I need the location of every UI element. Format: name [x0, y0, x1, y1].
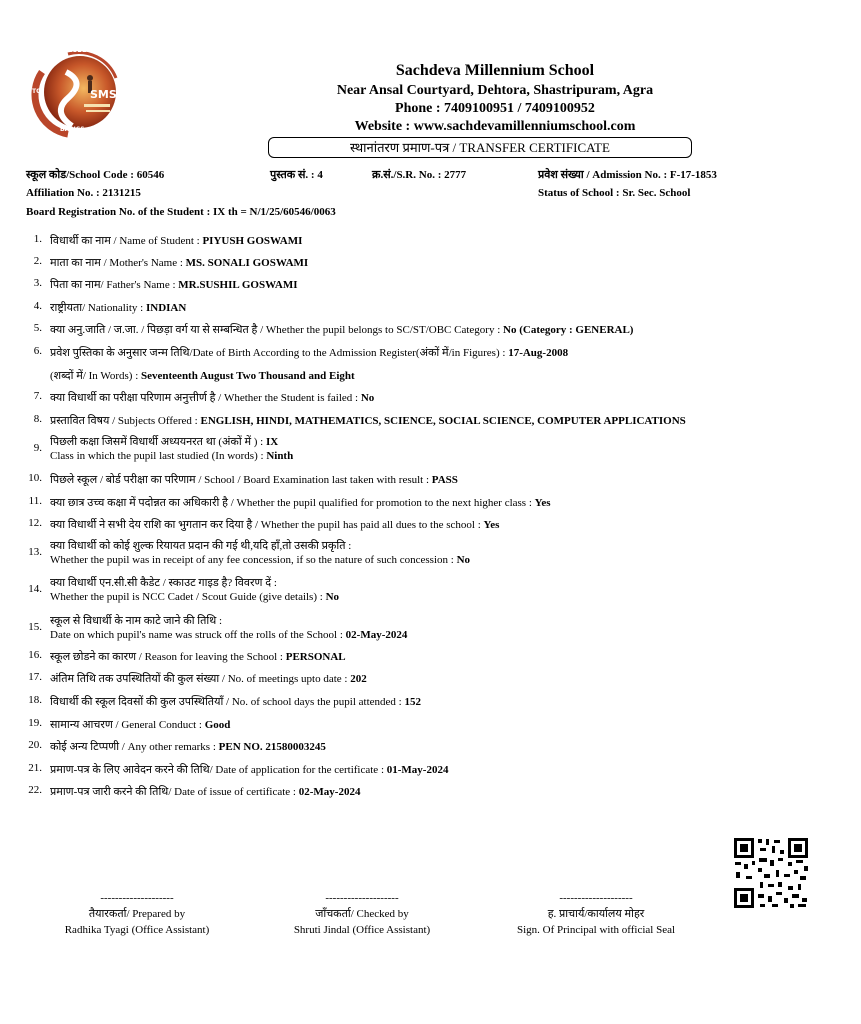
signature-line: --------------------	[559, 892, 633, 904]
item-value: No	[360, 392, 375, 404]
item-number: 18.	[28, 694, 42, 706]
school-website: Website : www.sachdevamillenniumschool.com	[354, 119, 636, 134]
admission-number-label: प्रवेश संख्या / Admission No. :	[538, 169, 668, 181]
item-label: अंतिम तिथि तक उपस्थितियों की कुल संख्या / No. of meetings upto date :	[50, 673, 348, 685]
item-label: Class in which the pupil last studied (In words) :	[50, 450, 264, 462]
item-text	[50, 517, 499, 532]
item-label: स्कूल छोडने का कारण / Reason for leaving the School :	[50, 651, 283, 663]
item-text	[50, 300, 186, 315]
qr-code	[732, 836, 810, 910]
item-label: क्या अनु.जाति / ज.जा. / पिछड़ा वर्ग या से सम्बन्धित है / Whether the pupil belongs to SC/ST/OBC Category :	[50, 324, 501, 336]
item-label: सामान्य आचरण / General Conduct :	[50, 719, 202, 731]
item-number: 2.	[33, 255, 42, 267]
item-value: 17-Aug-2008	[508, 347, 569, 359]
item-text-line2	[50, 450, 293, 462]
item-label: प्रस्तावित विषय / Subjects Offered :	[50, 415, 198, 427]
principal-signature	[486, 890, 706, 938]
item-text-line2	[50, 629, 407, 641]
school-code	[26, 167, 164, 182]
item-number: 17.	[28, 671, 42, 683]
school-name: Sachdeva Millennium School	[395, 62, 595, 79]
item-number: 10.	[28, 472, 42, 484]
item-text	[50, 233, 302, 248]
item-number: 7.	[33, 390, 42, 402]
item-number: 3.	[33, 277, 42, 289]
checked-by-signature	[252, 890, 472, 938]
item-text	[50, 613, 222, 628]
item-text	[50, 277, 298, 292]
item-value: Yes	[534, 497, 551, 509]
item-number: 14.	[28, 583, 42, 595]
item-value: No	[325, 591, 340, 603]
item-text	[50, 368, 355, 383]
prepared-by-signature	[27, 890, 247, 938]
item-label: पिता का नाम/ Father's Name :	[50, 279, 176, 291]
item-value: 202	[350, 673, 367, 685]
item-text	[50, 434, 278, 449]
logo-text-bottom: BASICS	[60, 126, 85, 133]
item-label: प्रमाण-पत्र जारी करने की तिथि/ Date of issue of certificate :	[50, 786, 296, 798]
item-number: 8.	[33, 413, 42, 425]
book-number-label: पुस्तक सं. :	[270, 169, 315, 181]
affiliation-number	[26, 187, 141, 199]
item-label: Whether the pupil was in receipt of any fee concession, if so the nature of such concession :	[50, 554, 454, 566]
item-text	[50, 694, 421, 709]
signature-line: --------------------	[100, 892, 174, 904]
item-value: Good	[204, 719, 231, 731]
item-value: 01-May-2024	[386, 764, 449, 776]
item-text	[50, 717, 230, 732]
item-text	[50, 322, 633, 337]
signature-name: Radhika Tyagi (Office Assistant)	[64, 924, 210, 936]
school-address: Near Ansal Courtyard, Dehtora, Shastripuram, Agra	[336, 83, 654, 98]
item-number: 19.	[28, 717, 42, 729]
item-number: 22.	[28, 784, 42, 796]
item-value: PERSONAL	[285, 651, 346, 663]
logo-text-left: TO	[32, 88, 42, 95]
board-registration-label: Board Registration No. of the Student :	[26, 206, 211, 218]
item-number: 12.	[28, 517, 42, 529]
affiliation-number-label: Affiliation No. :	[26, 187, 100, 199]
school-status-label: Status of School :	[538, 187, 620, 199]
admission-number	[538, 167, 717, 182]
board-registration-value: IX th = N/1/25/60546/0063	[213, 206, 336, 218]
item-text	[50, 390, 374, 405]
school-status	[538, 187, 690, 199]
item-label: Whether the pupil is NCC Cadet / Scout Guide (give details) :	[50, 591, 323, 603]
item-text-line2	[50, 554, 470, 566]
item-value: PASS	[431, 474, 458, 486]
item-text	[50, 345, 568, 360]
item-value: IX	[266, 436, 279, 448]
item-label: विधार्थी की स्कूल दिवसों की कुल उपस्थितियाँ / No. of school days the pupil attended :	[50, 696, 402, 708]
item-number: 9.	[33, 442, 42, 454]
book-number	[270, 167, 323, 182]
board-registration	[26, 206, 336, 218]
certificate-title: स्थानांतरण प्रमाण-पत्र / TRANSFER CERTIFICATE	[268, 137, 692, 158]
item-text	[50, 671, 367, 686]
item-label: माता का नाम / Mother's Name :	[50, 257, 183, 269]
school-code-label: स्कूल कोड/School Code :	[26, 169, 134, 181]
signature-role: जाँचकर्ता/ Checked by	[315, 908, 409, 920]
logo-text-center: SMS	[90, 88, 117, 101]
item-label: क्या छात्र उच्च कक्षा में पदोन्नत का अधिकारी है / Whether the pupil qualified for promotion to the next higher class :	[50, 497, 532, 509]
item-value: ENGLISH, HINDI, MATHEMATICS, SCIENCE, SOCIAL SCIENCE, COMPUTER APPLICATIONS	[200, 415, 686, 427]
item-number: 6.	[33, 345, 42, 357]
item-value: Seventeenth August Two Thousand and Eight	[141, 370, 355, 382]
admission-number-value: F-17-1853	[669, 169, 717, 181]
item-number: 11.	[28, 495, 42, 507]
item-number: 16.	[28, 649, 42, 661]
item-number: 13.	[28, 546, 42, 558]
item-value: Ninth	[266, 450, 294, 462]
item-text	[50, 649, 346, 664]
item-text	[50, 472, 458, 487]
item-text	[50, 739, 326, 754]
signature-name: Shruti Jindal (Office Assistant)	[293, 924, 431, 936]
item-label: स्कूल से विधार्थी के नाम काटे जाने की तिथि :	[50, 615, 223, 627]
item-text-line2	[50, 591, 339, 603]
item-number: 20.	[28, 739, 42, 751]
item-text	[50, 762, 448, 777]
item-text	[50, 784, 360, 799]
signature-role: ह. प्राचार्य/कार्यालय मोहर	[547, 908, 645, 920]
item-text	[50, 413, 686, 428]
item-value: PEN NO. 21580003245	[218, 741, 326, 753]
item-number: 5.	[33, 322, 42, 334]
signature-line: --------------------	[325, 892, 399, 904]
item-label: विधार्थी का नाम / Name of Student :	[50, 235, 200, 247]
affiliation-number-value: 2131215	[102, 187, 141, 199]
item-number: 4.	[33, 300, 42, 312]
school-phone: Phone : 7409100951 / 7409100952	[395, 101, 595, 116]
item-value: Yes	[483, 519, 500, 531]
item-text	[50, 538, 351, 553]
item-value: 152	[404, 696, 421, 708]
item-value: No (Category : GENERAL)	[503, 324, 634, 336]
sr-number-value: 2777	[444, 169, 467, 181]
sr-number-label: क्र.सं./S.R. No. :	[372, 169, 442, 181]
item-text	[50, 255, 308, 270]
item-number: 1.	[33, 233, 42, 245]
item-label: क्या विधार्थी ने सभी देय राशि का भुगतान कर दिया है / Whether the pupil has paid all dues to the school :	[50, 519, 481, 531]
item-value: MR.SUSHIL GOSWAMI	[178, 279, 298, 291]
item-label: Date on which pupil's name was struck off the rolls of the School :	[50, 629, 343, 641]
item-value: 02-May-2024	[298, 786, 361, 798]
item-label: क्या विधार्थी एन.सी.सी कैडेट / स्काउट गाइड है? विवरण दें :	[50, 577, 277, 589]
logo-text-top: EXCEL	[62, 46, 87, 54]
item-value: MS. SONALI GOSWAMI	[185, 257, 309, 269]
item-number: 15.	[28, 621, 42, 633]
item-value: No	[456, 554, 471, 566]
item-label: राष्ट्रीयता/ Nationality :	[50, 302, 144, 314]
book-number-value: 4	[317, 169, 323, 181]
item-label: पिछली कक्षा जिसमें विधार्थी अध्ययनरत था (अंकों में ) :	[50, 436, 264, 448]
item-number: 21.	[28, 762, 42, 774]
item-label: (शब्दों में/ In Words) :	[50, 370, 139, 382]
sr-number	[372, 167, 466, 182]
school-code-value: 60546	[136, 169, 165, 181]
item-value: 02-May-2024	[345, 629, 408, 641]
signature-name: Sign. Of Principal with official Seal	[516, 924, 676, 936]
item-label: पिछले स्कूल / बोर्ड परीक्षा का परिणाम / School / Board Examination last taken with result :	[50, 474, 430, 486]
item-label: प्रमाण-पत्र के लिए आवेदन करने की तिथि/ Date of application for the certificate :	[50, 764, 384, 776]
school-logo	[28, 42, 124, 138]
item-value: PIYUSH GOSWAMI	[202, 235, 303, 247]
item-value: INDIAN	[145, 302, 187, 314]
item-label: क्या विधार्थी को कोई शुल्क रियायत प्रदान की गई थी,यदि हाँ,तो उसकी प्रकृति :	[50, 540, 352, 552]
item-label: क्या विधार्थी का परीक्षा परिणाम अनुत्तीर्ण है / Whether the Student is failed :	[50, 392, 359, 404]
item-label: कोई अन्य टिप्पणी / Any other remarks :	[50, 741, 216, 753]
signature-role: तैयारकर्ता/ Prepared by	[88, 908, 186, 920]
school-status-value: Sr. Sec. School	[622, 187, 691, 199]
item-text	[50, 495, 551, 510]
item-text	[50, 575, 277, 590]
item-label: प्रवेश पुस्तिका के अनुसार जन्म तिथि/Date of Birth According to the Admission Register(अंकों में/in Figures) :	[50, 347, 506, 359]
